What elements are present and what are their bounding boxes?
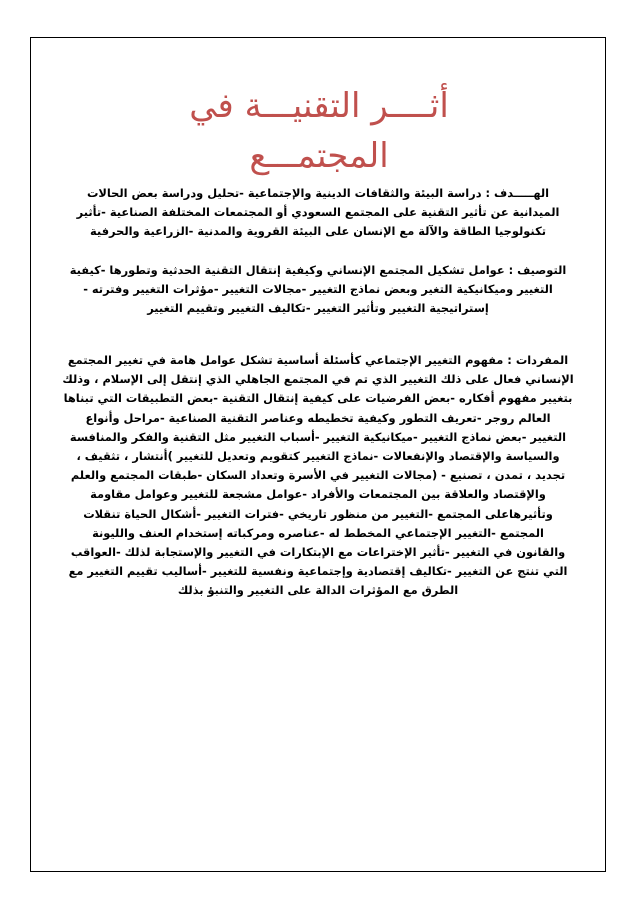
title-line-1: أثــــر التقنيـــة في [189, 86, 449, 126]
vocabulary-line: بتغيير مفهوم أفكاره -بعض الفرضيات على كيفية إنتقال التقنية -بعض التطبيقات التي تبناها [63, 391, 573, 406]
vocabulary-line: وتأثيرهاعلى المجتمع -التغيير من منظور تاريخي -فترات التغيير -أشكال الحياة تنقلات [83, 506, 553, 521]
recommendation-line: التغيير وميكانيكية التغير وبعض نماذج التغيير -مجالات التغيير -مؤثرات التغيير وفترته - [83, 282, 553, 297]
vocabulary-section [58, 351, 578, 601]
goal-section [58, 184, 578, 242]
vocabulary-line: المفردات : مفهوم التغيير الإجتماعي كأسئلة أساسية تشكل عوامل هامة في تغيير المجتمع [67, 353, 569, 367]
vocabulary-line: تجديد ، تمدن ، تصنيع - (مجالات التغيير في الأسرة وتعداد السكان -طبقات المجتمع والعلم [70, 468, 566, 483]
recommendation-line: التوصيف : عوامل تشكيل المجتمع الإنساني وكيفية إنتقال التقنية الحدثية وتطورها -كيفية [69, 263, 567, 277]
vocabulary-line: الطرق مع المؤثرات الدالة على التغيير والتنبؤ بذلك [177, 583, 459, 598]
vocabulary-line: المجتمع -التغيير الإجتماعي المخطط له -عناصره ومركباته إستخدام العنف والليونة [92, 525, 544, 540]
recommendation-section [58, 261, 578, 319]
vocabulary-line: الإنساني فعال على ذلك التغيير الذي تم في المجتمع الجاهلي الذي إنتقل إلى الإسلام ، وذلك [62, 372, 574, 387]
vocabulary-line: التي تنتج عن التغيير -تكاليف إقتصادية وإجتماعية ونفسية للتغيير -أساليب تقييم التغيير مع [68, 564, 568, 579]
title-line-2: المجتمـــع [249, 136, 389, 176]
goal-line: الهـــــدف : دراسة البيئة والثقافات الدينية والإجتماعية -تحليل ودراسة بعض الحالات [86, 186, 550, 200]
goal-line: الميدانية عن تأثير التقنية على المجتمع السعودي أو المجتمعات المختلفة الصناعية -تأثير [76, 205, 560, 220]
vocabulary-line: والقانون في التغيير -تأثير الإختراعات مع الإبتكارات في التغيير والإستجابة لذلك -العواقب [70, 545, 566, 560]
recommendation-line: إستراتيجية التغيير وتأثير التغيير -تكاليف التغيير وتقييم التغيير [147, 301, 489, 316]
goal-line: تكنولوجيا الطاقة والآلة مع الإنسان على البيئة القروية والمدنية -الزراعية والحرفية [90, 224, 546, 239]
vocabulary-line: العالم روجر -تعريف التطور وكيفية تخطيطه وعناصر التقنية الصناعية -مراحل وأنواع [85, 410, 551, 425]
vocabulary-line: التغيير -بعض نماذج التغيير -ميكانيكية التغيير -أسباب التغيير مثل التقنية والفكر والمنافسة [69, 429, 567, 444]
vocabulary-line: والإقتصاد والعلاقة بين المجتمعات والأفراد -عوامل مشجعة للتغيير وعوامل مقاومة [90, 487, 546, 502]
vocabulary-line: والسياسة والإقتصاد والإنفعالات -نماذج التغيير كتقويم وتعديل للتغيير )أنتشار ، تثقيف ، [76, 449, 560, 464]
